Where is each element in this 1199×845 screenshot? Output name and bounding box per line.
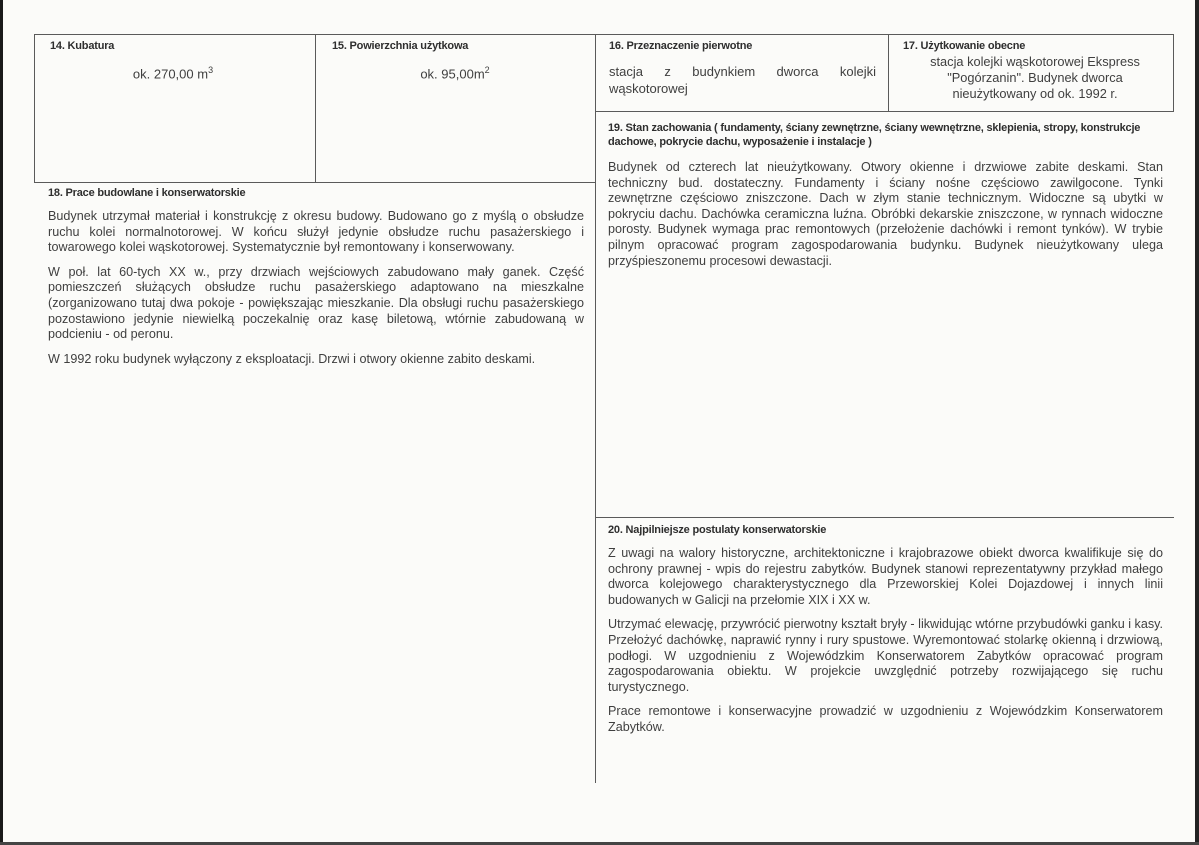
kubatura-value: ok. 270,00 m: [132, 66, 209, 82]
field-powierzchnia: [332, 39, 594, 82]
field-prace-budowlane: [48, 186, 584, 376]
field-kubatura: [50, 39, 312, 82]
field-label: 14. Kubatura: [50, 40, 115, 52]
uzytkowanie-value: stacja kolejki wąskotorowej Ekspress "Pogórzanin". Budynek dworca nieużytkowany od ok. 1992 r.: [930, 54, 1140, 101]
przeznaczenie-value: stacja z budynkiem dworca kolejki wąskotorowej: [609, 64, 876, 96]
scan-edge-right: [1195, 0, 1199, 845]
postulaty-paragraph-3: Prace remontowe i konserwacyjne prowadzić w uzgodnieniu z Wojewódzkim Konserwatorem Zabytków.: [608, 704, 1163, 734]
postulaty-paragraph-2: Utrzymać elewację, przywrócić pierwotny kształt bryły - likwidując wtórne przybudówki ganku i kasy. Przełożyć dachówkę, naprawić rynny i rury spustowe. Wyremontować stolarkę okienną i drzwiową, podłogi. W uzgodnieniu z Wojewódzkim Konserwatorem Zabytków opracować program zagospodarowania obiektu. W projekcie uwzględnić potrzeby rozwijającego się ruchu turystycznego.: [608, 617, 1163, 694]
prace-paragraph-1: Budynek utrzymał materiał i konstrukcję z okresu budowy. Budowano go z myślą o obsłudze ruchu kolei normalnotorowej. W końcu służył jedynie obsłudze ruchu pasażerskiego i towarowego kolei wąskotorowej. Systematycznie był remontowany i konserwowany.: [48, 209, 584, 255]
grid-line-h18: [34, 182, 596, 183]
grid-line-left: [34, 34, 35, 182]
field-label: 20. Najpilniejsze postulaty konserwatorskie: [608, 524, 827, 536]
prace-paragraph-2: W poł. lat 60-tych XX w., przy drzwiach wejściowych zabudowano mały ganek. Część pomieszczeń służących obsłudze ruchu pasażerskiego adaptowano na mieszkalne (zorganizowano tutaj dwa pokoje - powiększając mieszkanie. Dla obsługi ruchu pasażerskiego pozostawiono jedynie niewielką poczekalnię oraz kasę biletową, wtórnie zabudowaną w podcieniu - od peronu.: [48, 264, 584, 342]
powierzchnia-value: ok. 95,00m: [420, 66, 485, 82]
field-label: 16. Przeznaczenie pierwotne: [609, 40, 753, 52]
field-label: 18. Prace budowlane i konserwatorskie: [48, 187, 246, 199]
grid-line-h20: [595, 517, 1174, 518]
record-card: [34, 34, 1174, 783]
grid-line-right: [1173, 34, 1174, 111]
grid-line-top: [34, 34, 1174, 35]
field-przeznaczenie: [609, 39, 876, 106]
grid-line-h19: [595, 111, 1174, 112]
field-stan-zachowania: [608, 121, 1163, 278]
grid-line-mid: [595, 34, 596, 783]
field-uzytkowanie: [903, 39, 1167, 102]
field-label: 15. Powierzchnia użytkowa: [332, 40, 469, 52]
field-label: 19. Stan zachowania ( fundamenty, ściany zewnętrzne, ściany wewnętrzne, sklepienia, stropy, konstrukcje dachowe, pokrycie dachu, wyposażenie i instalacje ): [608, 122, 1141, 148]
kubatura-unit-exp: 3: [208, 65, 214, 75]
field-label: 17. Użytkowanie obecne: [903, 40, 1026, 52]
field-postulaty: [608, 523, 1163, 745]
powierzchnia-unit-exp: 2: [484, 65, 490, 75]
stan-zachowania-text: Budynek od czterech lat nieużytkowany. Otwory okienne i drzwiowe zabite deskami. Stan techniczny bud. dostateczny. Fundamenty i ściany nośne częściowo zawilgocone. Tynki zewnętrzne częściowo zniszczone. Dach w złym stanie technicznym. Widoczne są ubytki w pokryciu dachu. Dachówka ceramiczna luźna. Obróbki dekarskie zniszczone, w rynnach widoczne porosty. Budynek wymaga prac remontowych (przełożenie dachówki i remont tynków). W trybie pilnym opracować program zagospodarowania budynku. Budynek nieużytkowany ulega przyśpieszonemu procesowi dewastacji.: [608, 160, 1163, 268]
grid-line-v3: [888, 34, 889, 111]
grid-line-v1: [315, 34, 316, 182]
prace-paragraph-3: W 1992 roku budynek wyłączony z eksploatacji. Drzwi i otwory okienne zabito deskami.: [48, 351, 536, 366]
scan-edge-left: [0, 0, 3, 845]
field-value: [316, 62, 594, 82]
field-value: [34, 62, 312, 82]
postulaty-paragraph-1: Z uwagi na walory historyczne, architektoniczne i krajobrazowe obiekt dworca kwalifikuje się do ochrony prawnej - wpis do rejestru zabytków. Budynek stanowi reprezentatywny przykład małego dworca kolejowego charakterystycznego dla Przeworskiej Kolei Dojazdowej i innych linii budowanych w Galicji na przełomie XIX i XX w.: [608, 546, 1163, 607]
